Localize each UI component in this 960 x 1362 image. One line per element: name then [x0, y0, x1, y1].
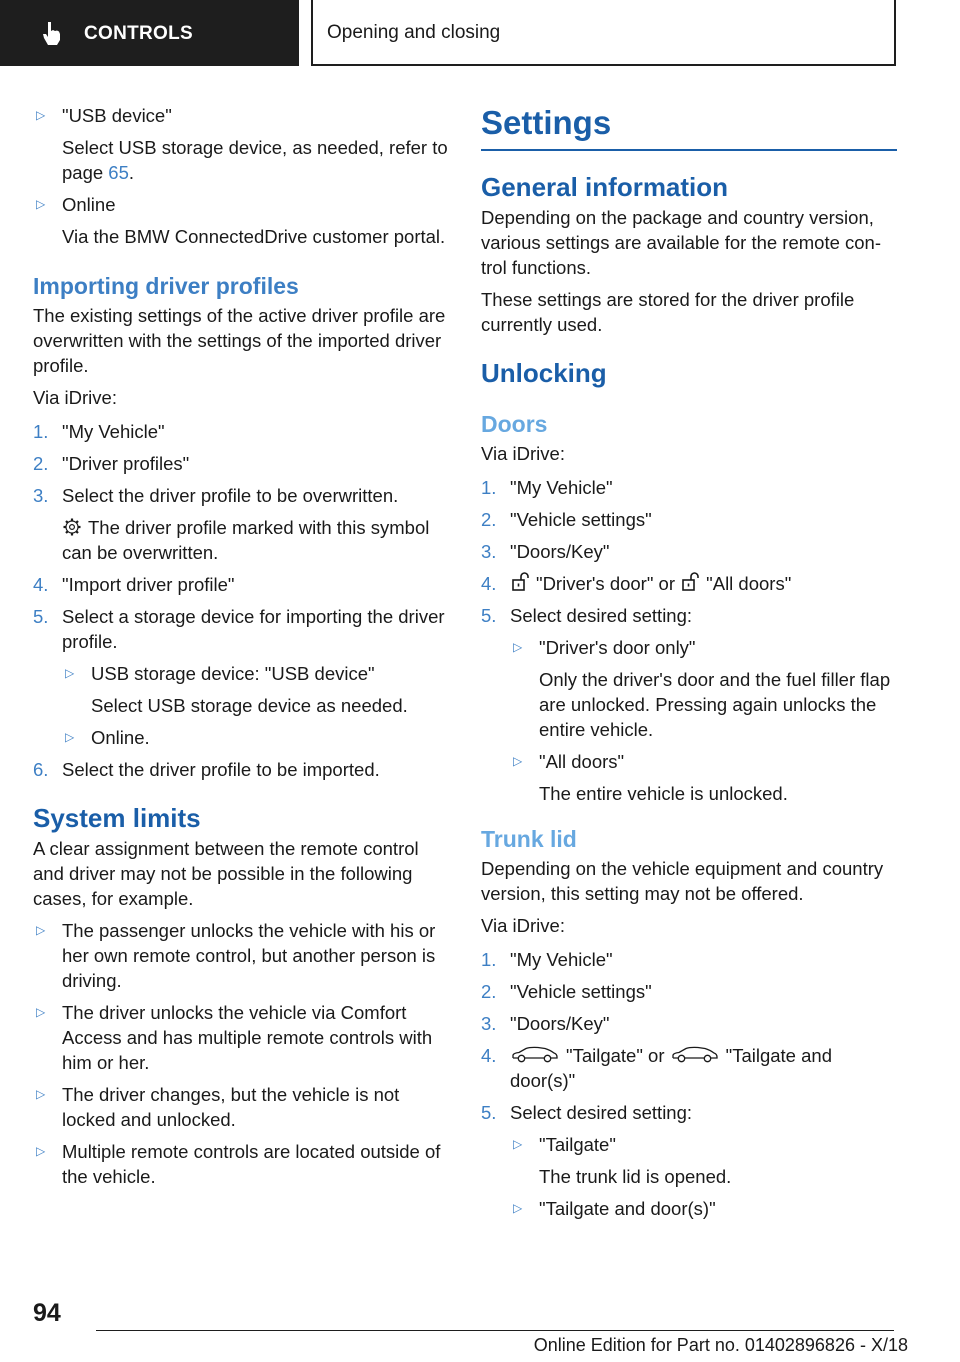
triangle-bullet-icon: ▷: [36, 1144, 46, 1158]
triangle-bullet-icon: ▷: [65, 666, 75, 680]
paragraph: Via iDrive:: [481, 443, 565, 464]
list-item: 1. "My Vehicle": [481, 949, 613, 970]
list-item: ▷ "All doors" The entire vehicle is unlocked.: [513, 751, 788, 804]
left-column: [33, 103, 449, 1196]
paragraph: These settings are stored for the driver profile currently used.: [481, 289, 855, 335]
section-heading: Importing driver profiles: [33, 273, 299, 299]
gear-icon: [62, 517, 82, 537]
triangle-bullet-icon: ▷: [65, 730, 75, 744]
import-steps: [33, 419, 449, 782]
page-link[interactable]: 65: [108, 162, 129, 183]
limits-list: [33, 918, 449, 1189]
car-side-icon: [670, 1045, 720, 1065]
list-item: 1. "My Vehicle": [33, 421, 165, 442]
list-item: 3. "Doors/Key": [481, 541, 610, 562]
list-item: 5. Select a storage device for importing the driver profile. ▷ USB storage device: "USB device" Select USB storage device as needed. ▷ Online.: [33, 604, 449, 750]
triangle-bullet-icon: ▷: [36, 197, 46, 211]
footer-rule: [96, 1330, 894, 1331]
list-item: 3. Select the driver profile to be overwritten. The driver profile marked with this symbol can be overwritten.: [33, 485, 430, 563]
trunk-steps: [481, 947, 897, 1221]
section-heading: General information: [481, 172, 729, 202]
list-item: ▷ The driver unlocks the vehicle via Comfort Access and has multiple remote controls with him or her.: [36, 1002, 433, 1073]
section-label: CONTROLS: [84, 22, 194, 44]
list-item: ▷ "Driver's door only" Only the driver's door and the fuel filler flap are unlocked. Pressing again unlocks the entire vehicle.: [513, 637, 891, 740]
list-item: ▷ The passenger unlocks the vehicle with his or her own remote control, but another person is driving.: [36, 920, 436, 991]
list-item: 4. "Driver's door" or "All doors": [481, 573, 792, 594]
list-item: ▷ Online.: [65, 727, 150, 748]
list-item: 6. Select the driver profile to be imported.: [33, 759, 380, 780]
list-item: 2. "Driver profiles": [33, 453, 190, 474]
list-item: 5. Select desired setting: ▷ "Driver's door only" Only the driver's door and the fuel filler flap are unlocked. Pressing again unlocks the entire vehicle. ▷ "All doors" The entire vehicle is unlocked.: [481, 603, 897, 806]
triangle-bullet-icon: ▷: [36, 1005, 46, 1019]
padlock-open-icon: [510, 571, 530, 593]
source-list: [33, 103, 449, 249]
paragraph: Via iDrive:: [481, 915, 565, 936]
car-side-icon: [510, 1045, 560, 1065]
list-item: ▷ Multiple remote controls are located outside of the vehicle.: [36, 1141, 441, 1187]
paragraph: Depending on the vehicle equipment and country version, this setting may not be offered.: [481, 858, 884, 904]
right-column: [481, 103, 897, 1228]
list-item: ▷ "Tailgate and door(s)": [513, 1198, 716, 1219]
list-item: 4. "Import driver profile": [33, 574, 235, 595]
paragraph: Via iDrive:: [33, 387, 117, 408]
triangle-bullet-icon: ▷: [513, 640, 523, 654]
triangle-bullet-icon: ▷: [36, 923, 46, 937]
page-number: 94: [33, 1299, 61, 1327]
list-item: 4. "Tailgate" or "Tailgate and door(s)": [481, 1045, 832, 1091]
header-section-tab: [0, 0, 299, 66]
doors-steps: [481, 475, 897, 806]
triangle-bullet-icon: ▷: [36, 108, 46, 122]
section-heading: System limits: [33, 803, 201, 833]
list-item: 2. "Vehicle settings": [481, 981, 652, 1002]
hand-pointer-icon: [38, 19, 66, 47]
list-item: 1. "My Vehicle": [481, 477, 613, 498]
triangle-bullet-icon: ▷: [513, 1137, 523, 1151]
list-item: ▷ USB storage device: "USB device" Select USB storage device as needed.: [65, 663, 408, 716]
edition-note: Online Edition for Part no. 01402896826 - X/18: [533, 1335, 908, 1355]
list-item: ▷ "Tailgate" The trunk lid is opened.: [513, 1134, 732, 1187]
padlock-open-icon: [680, 571, 700, 593]
list-item: 2. "Vehicle settings": [481, 509, 652, 530]
paragraph: Depending on the package and country version, various settings are available for the remote control functions.: [481, 207, 882, 278]
subsection-heading: Trunk lid: [481, 826, 577, 852]
subsection-heading: Doors: [481, 411, 548, 437]
section-heading: Unlocking: [481, 358, 607, 388]
triangle-bullet-icon: ▷: [513, 1201, 523, 1215]
triangle-bullet-icon: ▷: [513, 754, 523, 768]
list-item: ▷ The driver changes, but the vehicle is not locked and unlocked.: [36, 1084, 400, 1130]
chapter-title: Opening and closing: [327, 21, 501, 43]
list-item: 5. Select desired setting: ▷ "Tailgate" The trunk lid is opened. ▷ "Tailgate and door(s)": [481, 1100, 897, 1221]
paragraph: The existing settings of the active driver profile are overwritten with the settings of the imported driver profile.: [33, 305, 446, 376]
page-heading: Settings: [481, 103, 897, 151]
paragraph: A clear assignment between the remote control and driver may not be possible in the following cases, for example.: [33, 838, 419, 909]
list-item: 3. "Doors/Key": [481, 1013, 610, 1034]
list-item: ▷ Online Via the BMW ConnectedDrive customer portal.: [36, 194, 446, 247]
list-item: ▷ "USB device" Select USB storage device, as needed, refer to page 65.: [36, 105, 448, 183]
triangle-bullet-icon: ▷: [36, 1087, 46, 1101]
header-chapter: [311, 0, 896, 66]
